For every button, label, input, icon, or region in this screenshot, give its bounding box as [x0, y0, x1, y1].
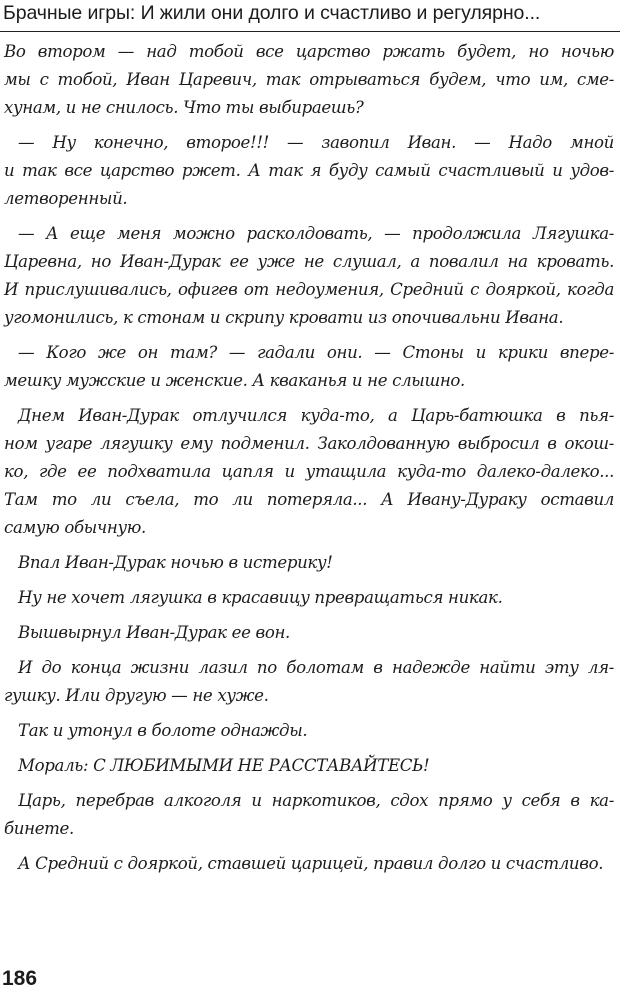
text-line: И до конца жизни лазил по болотам в надежде найти эту ля- — [18, 658, 614, 677]
text-line: Так и утонул в болоте однажды. — [18, 721, 308, 740]
paragraph — [4, 787, 614, 843]
text-line: И прислушивались, офигев от недоумения, Средний с дояркой, когда — [4, 280, 614, 299]
text-line: бинете. — [4, 819, 74, 838]
text-line: Царь, перебрав алкоголя и наркотиков, сдох прямо у себя в ка- — [18, 791, 614, 810]
text-line: — Ну конечно, второе!!! — завопил Иван. — Надо мной — [18, 133, 614, 152]
page-number: 186 — [2, 967, 38, 990]
paragraph — [4, 129, 614, 213]
paragraph — [4, 654, 614, 710]
paragraph — [4, 850, 614, 878]
paragraph — [4, 584, 614, 612]
paragraph — [4, 402, 614, 542]
text-line: хунам, и не снилось. Что ты выбираешь? — [4, 98, 364, 117]
running-title: Брачные игры: И жили они долго и счастливо и регулярно... — [3, 2, 541, 24]
text-line: и так все царство ржет. А так я буду самый счастливый и удов- — [4, 161, 614, 180]
paragraph — [4, 717, 614, 745]
text-line: самую обычную. — [4, 518, 146, 537]
page-body — [4, 38, 614, 885]
paragraph — [4, 619, 614, 647]
text-line: Ну не хочет лягушка в красавицу превращаться никак. — [18, 588, 503, 607]
text-line: угомонились, к стонам и скрипу кровати из опочивальни Ивана. — [4, 308, 564, 327]
paragraph — [4, 38, 614, 122]
text-line: мы с тобой, Иван Царевич, так отрываться будем, что им, сме- — [4, 70, 614, 89]
text-line: ко, где ее подхватила цапля и утащила куда-то далеко-далеко... — [4, 462, 614, 481]
text-line: Во втором — над тобой все царство ржать будет, но ночью — [4, 42, 614, 61]
text-line: Впал Иван-Дурак ночью в истерику! — [18, 553, 333, 572]
paragraph — [4, 220, 614, 332]
text-line: летворенный. — [4, 189, 128, 208]
paragraph — [4, 339, 614, 395]
text-line: — А еще меня можно расколдовать, — продолжила Лягушка- — [18, 224, 614, 243]
text-line: мешку мужские и женские. А кваканья и не слышно. — [4, 371, 465, 390]
running-header — [0, 0, 620, 32]
text-line: Мораль: С ЛЮБИМЫМИ НЕ РАССТАВАЙТЕСЬ! — [18, 756, 430, 775]
text-line: Вышвырнул Иван-Дурак ее вон. — [18, 623, 290, 642]
paragraph — [4, 752, 614, 780]
text-line: Царевна, но Иван-Дурак ее уже не слушал, а повалил на кровать. — [4, 252, 614, 271]
text-line: Там то ли съела, то ли потеряла... А Ивану-Дураку оставил — [4, 490, 614, 509]
text-line: ном угаре лягушку ему подменил. Заколдованную выбросил в окош- — [4, 434, 614, 453]
paragraph — [4, 549, 614, 577]
text-line: гушку. Или другую — не хуже. — [4, 686, 269, 705]
text-line: А Средний с дояркой, ставшей царицей, правил долго и счастливо. — [18, 854, 604, 873]
text-line: — Кого же он там? — гадали они. — Стоны и крики впере- — [18, 343, 614, 362]
text-line: Днем Иван-Дурак отлучился куда-то, а Царь-батюшка в пья- — [18, 406, 614, 425]
